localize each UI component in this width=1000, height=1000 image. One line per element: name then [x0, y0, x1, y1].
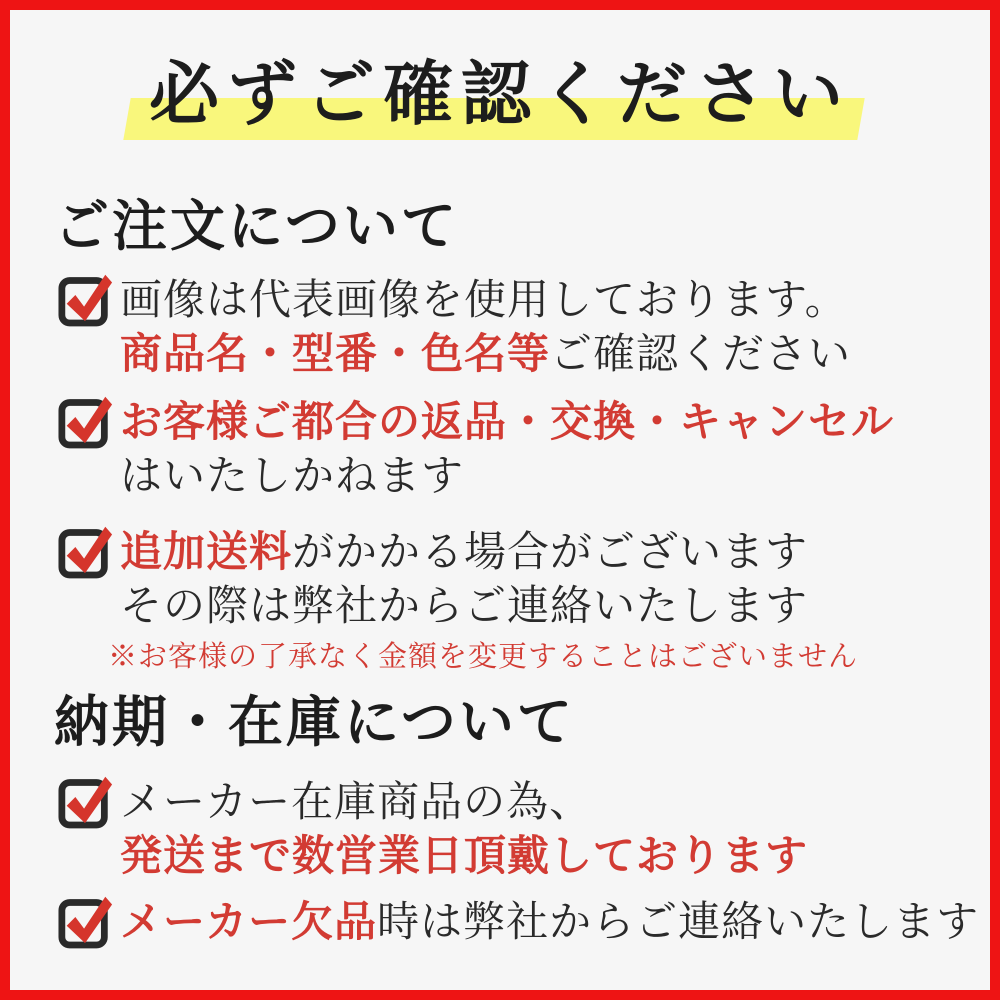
item-line: [120, 580, 858, 634]
text-segment: その際は弊社からご連絡いたします: [120, 584, 809, 630]
text-segment-emphasis: 商品名・型番・色名等: [120, 332, 551, 378]
checklist-item-maker-stock: [58, 776, 808, 884]
checklist-item-maker-out-of-stock: [58, 896, 979, 950]
text-segment: がかかる場合がございます: [292, 530, 809, 576]
text-segment-emphasis: 追加送料: [120, 530, 293, 576]
checklist-item-extra-shipping: [58, 526, 858, 676]
checkbox-checked-icon: [58, 886, 114, 950]
text-segment: 画像は代表画像を使用しております。: [120, 278, 848, 324]
checkbox-checked-icon: [58, 766, 114, 830]
text-segment: ご確認ください: [550, 332, 852, 378]
text-segment-emphasis: 発送まで数営業日頂戴しております: [120, 834, 809, 880]
checkbox-checked-icon: [58, 386, 114, 450]
page-title: [143, 46, 857, 146]
text-segment-emphasis: お客様ご都合の返品・交換・キャンセル: [120, 400, 895, 446]
item-note: ※お客様の了承なく金額を変更することはございません: [108, 641, 859, 673]
text-segment: メーカー在庫商品の為、: [120, 780, 593, 826]
text-segment-emphasis: メーカー欠品: [120, 900, 378, 946]
item-text: [120, 896, 979, 950]
section-heading-delivery: 納期・在庫について: [54, 692, 575, 753]
item-line: [120, 328, 851, 382]
text-segment: はいたしかねます: [120, 454, 465, 500]
item-line: [120, 776, 808, 830]
item-text: [120, 274, 851, 382]
item-line: [120, 896, 979, 950]
item-line: [120, 830, 808, 884]
item-text: [120, 776, 808, 884]
text-segment: 時は弊社からご連絡いたします: [377, 900, 980, 946]
item-line: [120, 396, 894, 450]
item-line: [120, 526, 858, 580]
section-heading-order: ご注文について: [54, 196, 459, 257]
checkbox-checked-icon: [58, 264, 114, 328]
checklist-item-representative-image: [58, 274, 851, 382]
item-line: [120, 274, 851, 328]
page-title-wrap: [10, 46, 990, 146]
checklist-item-no-returns: [58, 396, 894, 504]
item-line: [120, 450, 894, 504]
checkbox-checked-icon: [58, 516, 114, 580]
item-text: [108, 526, 859, 676]
page-title-text: 必ずご確認ください: [149, 57, 851, 134]
item-text: [120, 396, 894, 504]
